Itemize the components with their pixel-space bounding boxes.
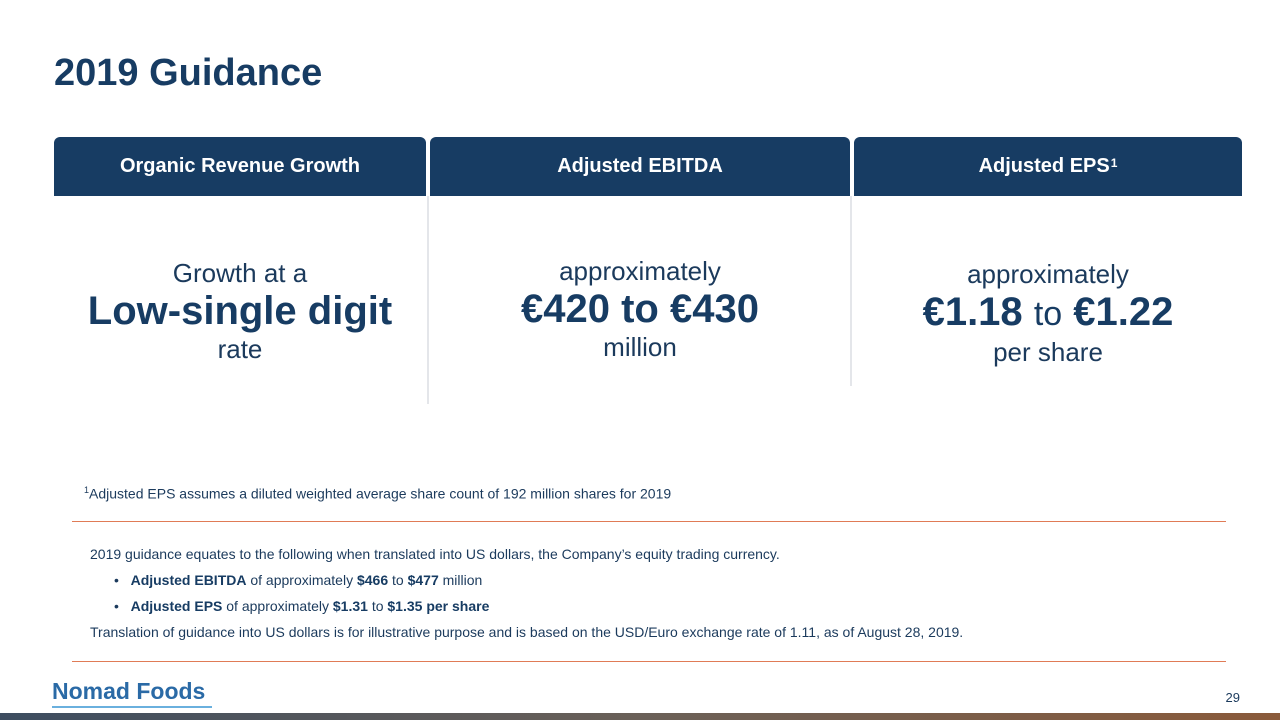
eps-high: €1.22 — [1073, 290, 1174, 334]
footnote-text: Adjusted EPS assumes a diluted weighted average share count of 192 million shares for 2019 — [89, 485, 672, 502]
eps-cell — [854, 259, 1242, 367]
column-divider — [427, 196, 429, 404]
usd-note: Translation of guidance into US dollars is for illustrative purpose and is based on the USD/Euro exchange rate of 1.11, as of August 28, 2019. — [90, 624, 964, 640]
header-adjusted-ebitda — [430, 137, 850, 196]
bottom-bar — [0, 713, 1280, 720]
page-number: 29 — [1225, 690, 1240, 705]
divider-rule — [72, 521, 1226, 522]
bullet-label: Adjusted EPS — [130, 598, 223, 614]
bullet-to: to — [371, 598, 384, 614]
bullet-unit: million — [442, 572, 483, 588]
bullet-text: of approximately — [250, 572, 354, 588]
nomad-foods-logo: Nomad Foods — [52, 678, 206, 704]
header-footnote-marker: 1 — [1110, 155, 1118, 170]
cell-line1: approximately — [967, 259, 1129, 289]
bullet-text: of approximately — [226, 598, 329, 614]
logo-underline — [52, 706, 212, 708]
page-title: 2019 Guidance — [54, 52, 323, 94]
footnote — [84, 485, 671, 502]
bullet-value-high: $477 — [407, 572, 439, 588]
usd-bullet-eps — [90, 593, 963, 619]
cell-value: Low-single digit — [87, 289, 393, 333]
header-label: Adjusted EPS — [978, 155, 1110, 177]
bullet-glyph: • — [114, 572, 119, 588]
column-divider — [850, 196, 852, 386]
usd-translation — [90, 541, 963, 645]
usd-intro: 2019 guidance equates to the following when translated into US dollars, the Company’s equity trading currency. — [90, 546, 780, 562]
cell-line3: million — [603, 332, 677, 362]
eps-low: €1.18 — [922, 290, 1023, 334]
bullet-glyph: • — [114, 598, 119, 614]
cell-line1: Growth at a — [172, 258, 308, 288]
bullet-value-high: $1.35 per share — [387, 598, 490, 614]
organic-growth-cell — [54, 258, 426, 364]
bullet-label: Adjusted EBITDA — [130, 572, 247, 588]
cell-value: €420 to €430 — [521, 287, 759, 331]
header-organic-revenue-growth — [54, 137, 426, 196]
header-label: Organic Revenue Growth — [119, 155, 361, 177]
bullet-value-low: $1.31 — [332, 598, 368, 614]
eps-to: to — [1033, 295, 1063, 333]
cell-value — [854, 289, 1242, 337]
bullet-value-low: $466 — [356, 572, 389, 588]
bullet-to: to — [392, 572, 404, 588]
footnote-marker: 1 — [84, 485, 90, 495]
cell-line3: rate — [217, 334, 263, 364]
divider-rule — [72, 661, 1226, 662]
cell-line3: per share — [993, 337, 1103, 367]
header-label: Adjusted EBITDA — [557, 155, 723, 177]
cell-line1: approximately — [559, 256, 721, 286]
ebitda-cell — [430, 256, 850, 362]
header-adjusted-eps — [854, 137, 1242, 196]
usd-bullet-ebitda — [90, 567, 963, 593]
